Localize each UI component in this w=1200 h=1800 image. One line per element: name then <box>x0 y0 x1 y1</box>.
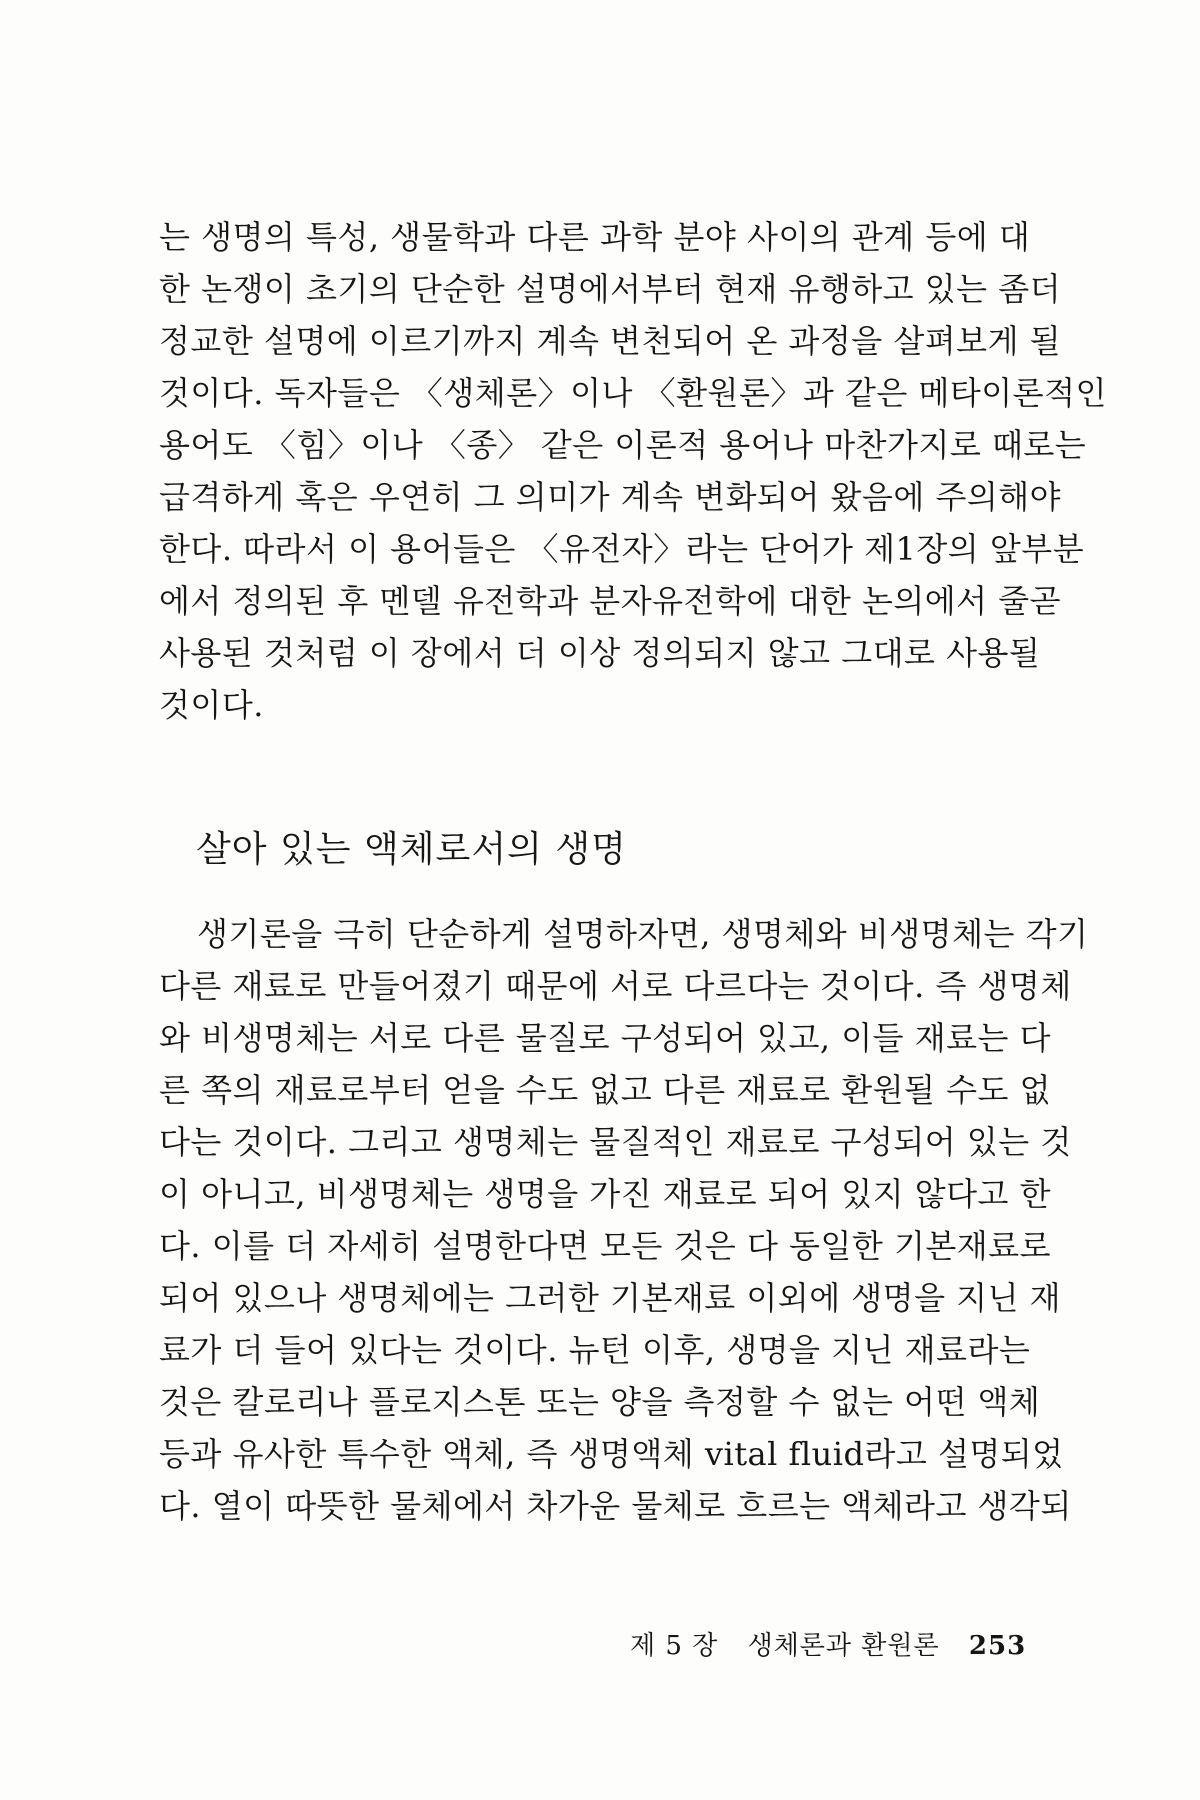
text-line: 급격하게 혹은 우연히 그 의미가 계속 변화되어 왔음에 주의해야 <box>159 478 1062 516</box>
text-line: 되어 있으나 생명체에는 그러한 기본재료 이외에 생명을 지닌 재 <box>159 1279 1062 1317</box>
text-line: 는 생명의 특성, 생물학과 다른 과학 분야 사이의 관계 등에 대 <box>159 218 1031 256</box>
text-line: 것이다. 독자들은 〈생체론〉이나 〈환원론〉과 같은 메타이론적인 <box>159 374 1107 412</box>
footer-chapter-title: 생체론과 환원론 <box>747 1631 940 1661</box>
text-line: 다는 것이다. 그리고 생명체는 물질적인 재료로 구성되어 있는 것 <box>159 1123 1072 1161</box>
body-paragraph-1 <box>159 211 1107 731</box>
text-line: 이 아니고, 비생명체는 생명을 가진 재료로 되어 있지 않다고 한 <box>159 1175 1052 1213</box>
text-line: 다른 재료로 만들어졌기 때문에 서로 다르다는 것이다. 즉 생명체 <box>159 967 1072 1005</box>
text-line: 료가 더 들어 있다는 것이다. 뉴턴 이후, 생명을 지닌 재료라는 <box>159 1331 1031 1369</box>
text-line: 에서 정의된 후 멘델 유전학과 분자유전학에 대한 논의에서 줄곧 <box>159 582 1062 620</box>
text-line: 른 쪽의 재료로부터 얻을 수도 없고 다른 재료로 환원될 수도 없 <box>159 1071 1052 1109</box>
text-line: 생기론을 극히 단순하게 설명하자면, 생명체와 비생명체는 각기 <box>197 915 1089 953</box>
text-line: 사용된 것처럼 이 장에서 더 이상 정의되지 않고 그대로 사용될 <box>159 634 1041 672</box>
text-line: 다. 열이 따뜻한 물체에서 차가운 물체로 흐르는 액체라고 생각되 <box>159 1487 1072 1525</box>
page-footer <box>630 1626 1030 1666</box>
footer-chapter-label: 제 5 장 <box>630 1631 719 1661</box>
text-line: 것은 칼로리나 플로지스톤 또는 양을 측정할 수 없는 어떤 액체 <box>159 1383 1041 1421</box>
page-number: 253 <box>968 1631 1027 1661</box>
text-line: 와 비생명체는 서로 다른 물질로 구성되어 있고, 이들 재료는 다 <box>159 1019 1052 1057</box>
body-paragraph-2 <box>159 908 1089 1532</box>
text-line: 용어도 〈힘〉이나 〈종〉 같은 이론적 용어나 마찬가지로 때로는 <box>159 426 1087 464</box>
text-line: 정교한 설명에 이르기까지 계속 변천되어 온 과정을 살펴보게 될 <box>159 322 1062 360</box>
text-line: 다. 이를 더 자세히 설명한다면 모든 것은 다 동일한 기본재료로 <box>159 1227 1052 1265</box>
text-line: 한 논쟁이 초기의 단순한 설명에서부터 현재 유행하고 있는 좀더 <box>159 270 1062 308</box>
text-line: 한다. 따라서 이 용어들은 〈유전자〉라는 단어가 제1장의 앞부분 <box>159 530 1085 568</box>
section-heading: 살아 있는 액체로서의 생명 <box>196 829 627 870</box>
text-line: 등과 유사한 특수한 액체, 즉 생명액체 vital fluid라고 설명되었 <box>159 1435 1064 1473</box>
text-line: 것이다. <box>159 686 264 724</box>
